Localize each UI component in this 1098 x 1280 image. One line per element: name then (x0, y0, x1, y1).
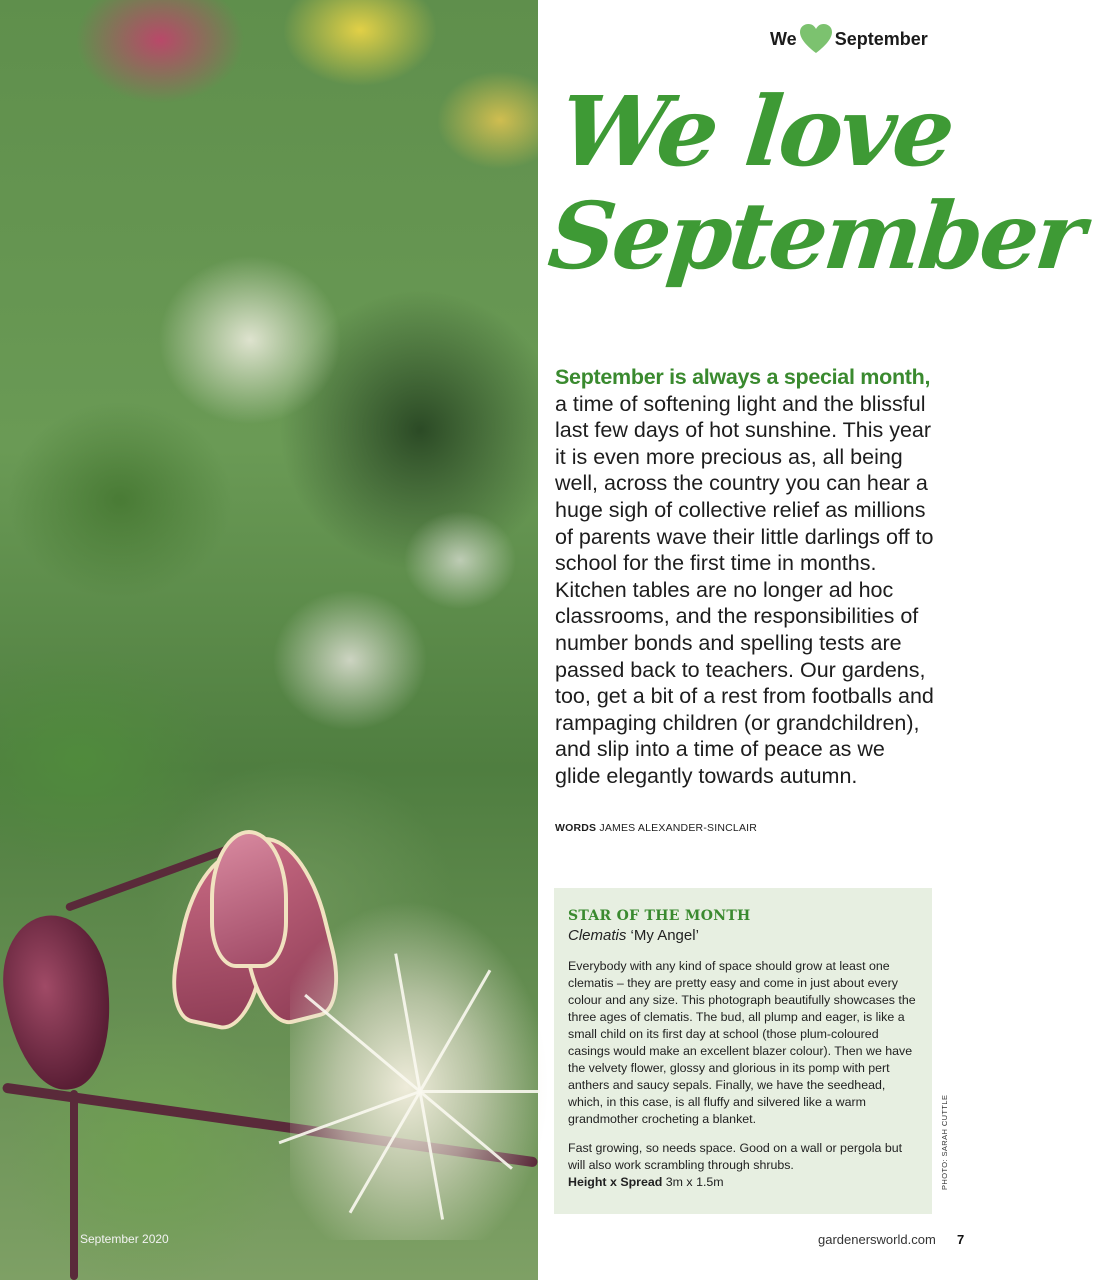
section-tag-word-left: We (770, 28, 797, 49)
byline-label: WORDS (555, 822, 597, 834)
plant-cultivar: ‘My Angel’ (630, 927, 699, 944)
plant-genus: Clematis (568, 927, 627, 944)
size-value: 3m x 1.5m (665, 1175, 724, 1189)
website-link[interactable]: gardenersworld.com (818, 1232, 936, 1247)
title-line-1: We love (554, 75, 958, 188)
section-tag (770, 24, 928, 54)
byline-author: JAMES ALEXANDER-SINCLAIR (599, 822, 758, 834)
section-tag-word-right: September (834, 28, 928, 49)
byline (555, 822, 757, 834)
star-body-text: Everybody with any kind of space should grow at least one clematis – they are pretty easy and come in just about every colour and any size. This photograph beautifully showcases the three ages of clematis. The bud, all plump and eager, is like a small child on its first day at school (those plum-coloured casings would make an excellent blazer colour). Then we have the velvety flower, glossy and glorious in its pomp with pert anthers and saucy sepals. Finally, we have the seedhead, which, in this case, is all fluffy and silvered like a warm grandmother crocheting a blanket. (568, 959, 916, 1126)
star-heading: STAR OF THE MONTH (568, 908, 751, 924)
star-growing-note (568, 1140, 918, 1191)
photo-credit: PHOTO: SARAH CUTTLE (940, 1094, 949, 1190)
clematis-photo (0, 0, 538, 1280)
page-title (543, 75, 1088, 290)
size-label: Height x Spread (568, 1175, 663, 1189)
intro-paragraph (555, 364, 935, 790)
heart-icon (799, 24, 833, 54)
issue-date: September 2020 (80, 1232, 169, 1246)
intro-lead: September is always a special month, (555, 365, 931, 389)
clematis-bud (0, 909, 122, 1097)
title-line-2: September (543, 182, 1088, 290)
intro-body: a time of softening light and the blissful last few days of hot sunshine. This year it is even more precious as, all being well, across the country you can hear a huge sigh of collective relief as millions of parents wave their little darlings off to school for the first time in months. Kitchen tables are no longer ad hoc classrooms, and the responsibilities of number bonds and spelling tests are passed back to teachers. Our gardens, too, get a bit of a rest from footballs and rampaging children (or grandchildren), and slip into a time of peace as we glide elegantly towards autumn. (555, 391, 934, 788)
star-of-the-month-box (554, 888, 932, 1214)
clematis-seedhead (290, 900, 550, 1240)
stem (70, 1090, 78, 1280)
page-number: 7 (957, 1232, 965, 1247)
growing-note: Fast growing, so needs space. Good on a wall or pergola but will also work scrambling through shrubs. (568, 1141, 903, 1172)
plant-name (568, 927, 918, 944)
